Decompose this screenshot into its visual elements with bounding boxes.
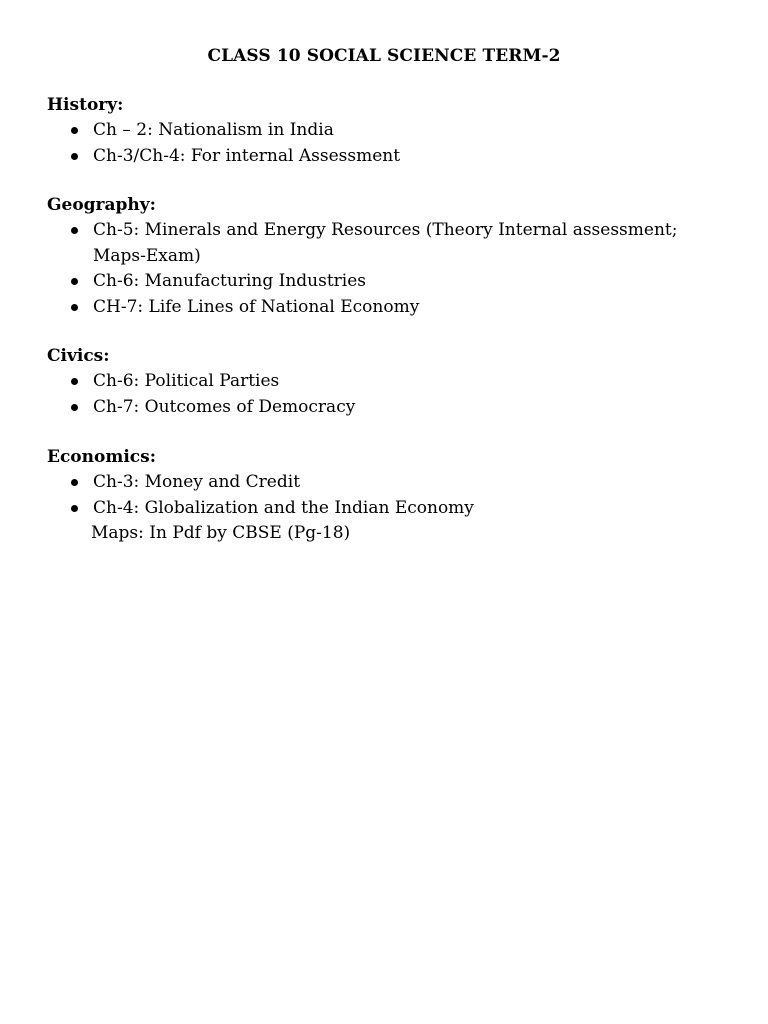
list-item-text: Ch-5: Minerals and Energy Resources (Theory Internal assessment; Maps-Exam) — [93, 220, 678, 266]
bullet-icon — [71, 127, 78, 134]
economics-list — [47, 470, 727, 521]
list-item-text: Ch-7: Outcomes of Democracy — [93, 396, 356, 417]
bullet-icon — [71, 404, 78, 411]
list-item-text: Ch-6: Manufacturing Industries — [93, 271, 367, 291]
list-item-text: Ch-3/Ch-4: For internal Assessment — [93, 145, 401, 166]
document-title: CLASS 10 SOCIAL SCIENCE TERM-2 — [207, 46, 561, 66]
bullet-icon — [71, 227, 78, 234]
bullet-icon — [71, 278, 78, 285]
bullet-icon — [71, 505, 78, 512]
civics-list — [47, 369, 727, 420]
list-item — [47, 144, 727, 170]
list-item — [47, 369, 727, 395]
bullet-icon — [71, 378, 78, 385]
list-item-text: Ch – 2: Nationalism in India — [93, 120, 334, 140]
geography-list — [47, 218, 727, 320]
section-history — [47, 92, 727, 169]
list-item-text: Ch-4: Globalization and the Indian Economy — [93, 497, 474, 518]
list-item — [47, 269, 727, 295]
list-item — [47, 496, 727, 522]
list-item — [47, 470, 727, 496]
bullet-icon — [71, 153, 78, 160]
list-item-text: Ch-3: Money and Credit — [93, 472, 301, 492]
section-heading-civics: Civics: — [47, 346, 110, 366]
section-economics — [47, 444, 727, 546]
bullet-icon — [71, 479, 78, 486]
section-heading-geography: Geography: — [47, 195, 156, 215]
maps-note: Maps: In Pdf by CBSE (Pg-18) — [91, 523, 351, 543]
section-heading-economics: Economics: — [47, 447, 156, 467]
list-item — [47, 118, 727, 144]
list-item-text: Ch-6: Political Parties — [93, 371, 280, 391]
section-heading-history: History: — [47, 95, 124, 115]
list-item-text: CH-7: Life Lines of National Economy — [93, 296, 420, 317]
bullet-icon — [71, 304, 78, 311]
section-geography — [47, 192, 727, 320]
list-item — [47, 218, 727, 269]
history-list — [47, 118, 727, 169]
section-civics — [47, 343, 727, 420]
list-item — [47, 295, 727, 321]
list-item — [47, 395, 727, 421]
